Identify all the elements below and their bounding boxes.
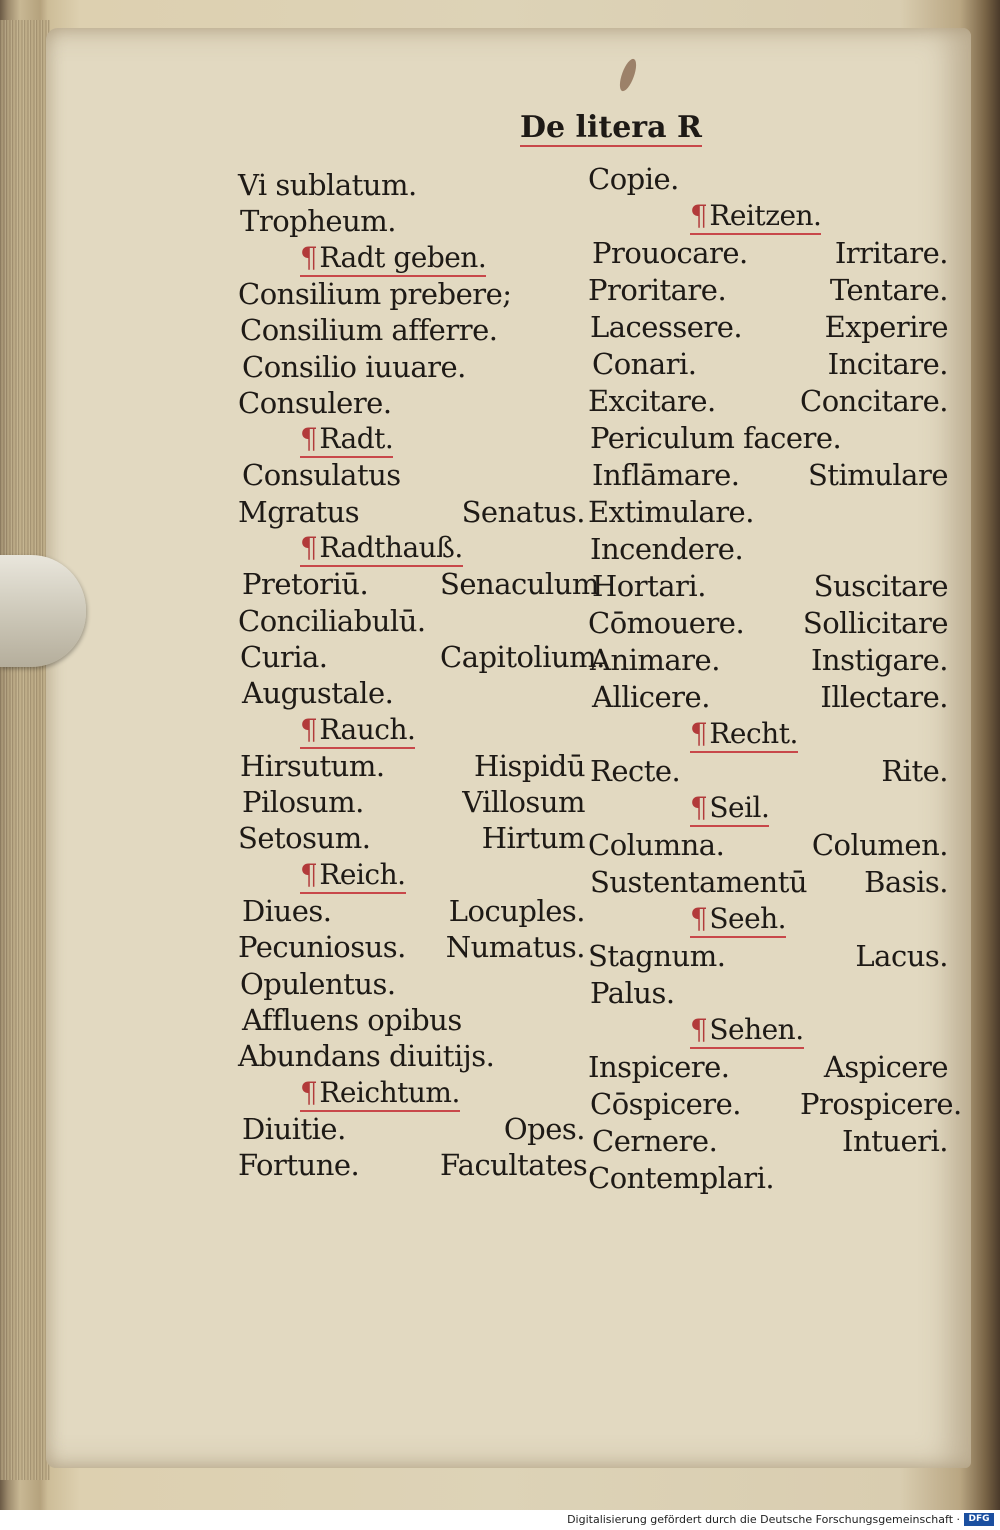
heading-text: Rauch. xyxy=(319,712,416,746)
pilcrow-mark: ¶ xyxy=(300,531,318,564)
entry-term: Stagnum. xyxy=(588,939,726,973)
entry-term: Sustentamentū xyxy=(590,865,808,899)
entry-term: Mgratus xyxy=(238,494,360,529)
entry-term: Prouocare. xyxy=(592,236,748,270)
entry-heading xyxy=(690,199,821,235)
pilcrow-mark: ¶ xyxy=(300,240,318,274)
entry-term: Lacessere. xyxy=(590,310,743,344)
entry-term: Tropheum. xyxy=(240,204,396,239)
entry-term: Consulere. xyxy=(238,385,392,420)
entry-synonym: Senatus. xyxy=(461,494,585,529)
entry-heading xyxy=(690,902,786,938)
entry-term: Pilosum. xyxy=(242,785,364,820)
entry-term: Affluens opibus xyxy=(242,1002,462,1037)
entry-synonym: Irritare. xyxy=(834,236,948,270)
heading-text: Seeh. xyxy=(709,902,787,935)
entry-term: Abundans diuitijs. xyxy=(238,1039,495,1074)
entry-heading xyxy=(300,422,393,458)
entry-term: Opulentus. xyxy=(240,966,396,1001)
entry-term: Cōmouere. xyxy=(588,606,745,640)
entry-synonym: Columen. xyxy=(811,828,948,862)
entry-synonym: Rite. xyxy=(881,754,948,788)
entry-synonym: Basis. xyxy=(864,865,948,899)
entry-term: Curia. xyxy=(240,639,328,674)
heading-text: Seil. xyxy=(709,791,770,824)
entry-term: Hortari. xyxy=(592,569,706,603)
heading-text: Reitzen. xyxy=(709,199,822,232)
entry-synonym: Tentare. xyxy=(829,273,948,307)
heading-text: Recht. xyxy=(709,717,798,750)
entry-term: Inspicere. xyxy=(588,1050,730,1084)
entry-synonym: Experire xyxy=(824,310,948,344)
pilcrow-mark: ¶ xyxy=(690,902,708,935)
entry-synonym: Lacus. xyxy=(855,939,948,973)
entry-synonym: Concitare. xyxy=(800,384,949,418)
page-edges xyxy=(0,20,50,1480)
entry-synonym: Prospicere. xyxy=(800,1087,962,1121)
entry-term: Diues. xyxy=(242,894,332,928)
entry-term: Animare. xyxy=(590,643,720,677)
entry-term: Pecuniosus. xyxy=(238,930,406,965)
entry-term: Periculum facere. xyxy=(590,421,842,455)
entry-term: Cōspicere. xyxy=(590,1087,742,1121)
entry-term: Incendere. xyxy=(590,532,744,566)
entry-synonym: Stimulare xyxy=(807,458,948,492)
entry-term: Columna. xyxy=(588,828,725,862)
heading-text: Radthauß. xyxy=(319,531,463,564)
entry-term: Excitare. xyxy=(588,384,716,418)
entry-heading xyxy=(690,1013,804,1049)
pilcrow-mark: ¶ xyxy=(300,1075,318,1109)
entry-synonym: Hispidū xyxy=(473,748,585,783)
entry-synonym: Incitare. xyxy=(827,347,948,381)
entry-term: Proritare. xyxy=(588,273,727,307)
entry-synonym: Facultates. xyxy=(440,1148,596,1183)
entry-term: Fortune. xyxy=(238,1148,360,1183)
footer-text: Digitalisierung gefördert durch die Deutsche Forschungsgemeinschaft · xyxy=(567,1513,960,1526)
entry-term: Hirsutum. xyxy=(240,748,385,783)
pilcrow-mark: ¶ xyxy=(690,199,708,232)
entry-synonym: Hirtum xyxy=(481,821,585,856)
entry-term: Consilium afferre. xyxy=(240,313,498,348)
entry-heading xyxy=(690,791,769,827)
entry-term: Recte. xyxy=(590,754,681,788)
entry-synonym: Illectare. xyxy=(820,680,948,714)
entry-synonym: Locuples. xyxy=(448,894,585,928)
entry-synonym: Sollicitare xyxy=(802,606,948,640)
entry-synonym: Intueri. xyxy=(842,1124,948,1158)
page-title: De litera R xyxy=(520,110,702,145)
entry-synonym: Suscitare xyxy=(813,569,948,603)
entry-term: Allicere. xyxy=(592,680,710,714)
footer xyxy=(0,1510,1000,1530)
entry-synonym: Capitolium. xyxy=(440,639,605,674)
entry-synonym: Villosum xyxy=(462,785,585,820)
entry-synonym: Instigare. xyxy=(810,643,948,677)
entry-term: Vi sublatum. xyxy=(238,168,417,202)
pilcrow-mark: ¶ xyxy=(690,1013,708,1046)
entry-term: Palus. xyxy=(590,976,675,1010)
entry-term: Extimulare. xyxy=(588,495,754,529)
entry-synonym: Aspicere xyxy=(823,1050,948,1084)
heading-text: Reichtum. xyxy=(319,1075,460,1109)
pilcrow-mark: ¶ xyxy=(690,717,708,750)
entry-term: Conciliabulū. xyxy=(238,603,426,638)
entry-synonym: Opes. xyxy=(503,1111,585,1146)
entry-synonym: Senaculum xyxy=(440,567,599,602)
pilcrow-mark: ¶ xyxy=(300,712,318,746)
heading-text: Radt geben. xyxy=(319,240,487,274)
entry-term: Consulatus xyxy=(242,458,401,493)
pilcrow-mark: ¶ xyxy=(300,857,318,891)
entry-term: Conari. xyxy=(592,347,697,381)
pilcrow-mark: ¶ xyxy=(300,422,318,456)
entry-term: Augustale. xyxy=(242,676,394,711)
entry-heading xyxy=(300,858,406,894)
entry-term: Pretoriū. xyxy=(242,567,369,602)
entry-term: Contemplari. xyxy=(588,1161,775,1195)
entry-term: Diuitie. xyxy=(242,1111,346,1146)
heading-text: Reich. xyxy=(319,857,406,891)
entry-term: Cernere. xyxy=(592,1124,718,1158)
entry-heading xyxy=(300,241,486,277)
heading-text: Radt. xyxy=(319,422,394,456)
heading-text: Sehen. xyxy=(709,1013,804,1046)
pilcrow-mark: ¶ xyxy=(690,791,708,824)
entry-heading xyxy=(300,531,463,567)
entry-term: Consilio iuuare. xyxy=(242,349,466,384)
dfg-logo: DFG xyxy=(964,1513,994,1526)
entry-heading xyxy=(300,713,415,749)
entry-term: Consilium prebere; xyxy=(238,276,512,311)
entry-term: Copie. xyxy=(588,162,679,196)
entry-term: Setosum. xyxy=(238,821,371,856)
entry-synonym: Numatus. xyxy=(445,930,585,965)
entry-term: Inflāmare. xyxy=(592,458,740,492)
entry-heading xyxy=(300,1076,460,1112)
entry-heading xyxy=(690,717,798,753)
